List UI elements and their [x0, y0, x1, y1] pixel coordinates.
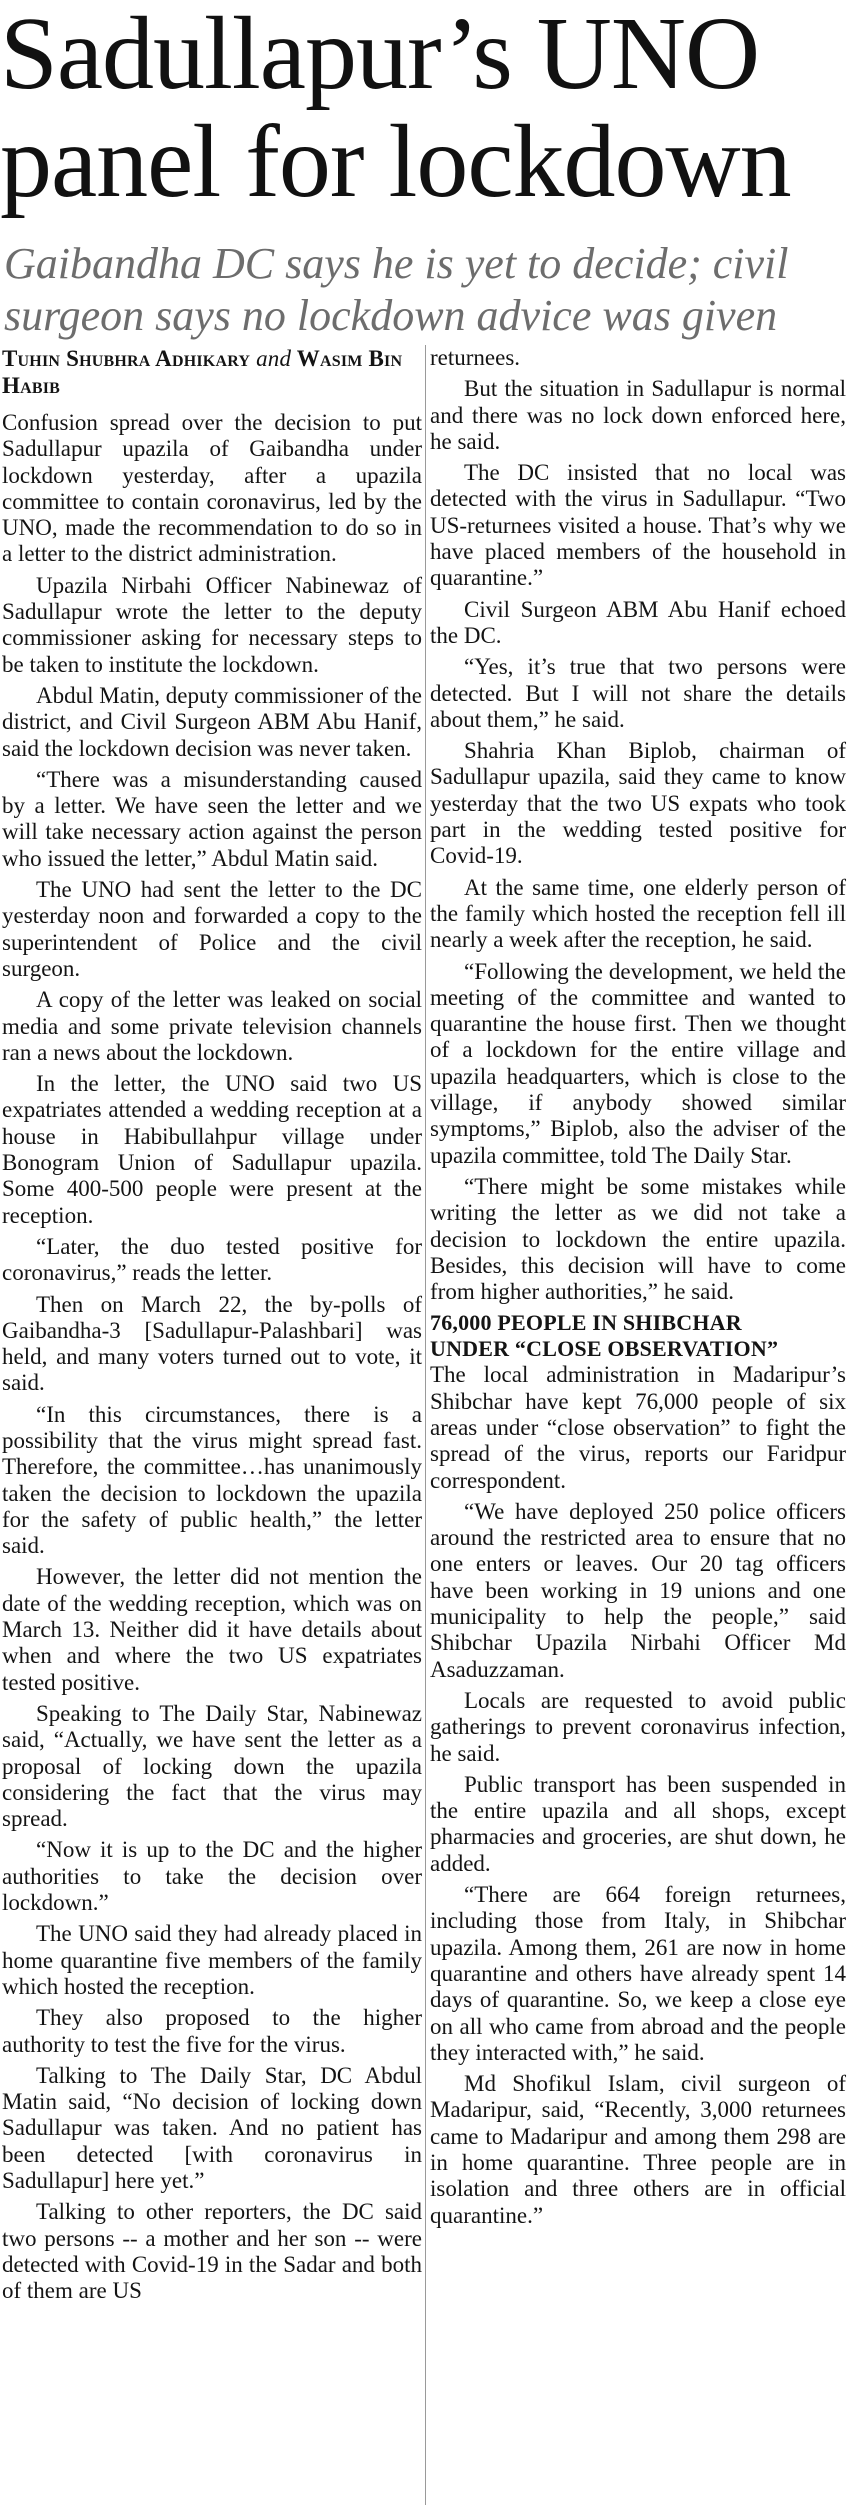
paragraph: “Yes, it’s true that two persons were detected. But I will not share the details about them,” he said.	[430, 654, 846, 732]
column-divider	[425, 345, 426, 2505]
section-heading	[430, 1310, 846, 1362]
byline	[2, 345, 414, 399]
paragraph: “There might be some mistakes while writing the letter as we did not take a decision to lockdown the entire upazila. Besides, this decision will have to come from higher authorities,” he said.	[430, 1173, 846, 1305]
right-column	[430, 345, 846, 2234]
byline-author-1: Tuhin Shubhra Adhikary	[2, 346, 251, 371]
paragraph: At the same time, one elderly person of the family which hosted the reception fell ill nearly a week after the reception, he said.	[430, 874, 846, 953]
paragraph: The UNO said they had already placed in home quarantine five members of the family which hosted the reception.	[2, 1921, 422, 1999]
section-heading-line-2: UNDER “CLOSE OBSERVATION”	[430, 1336, 779, 1362]
paragraph: “Later, the duo tested positive for coronavirus,” reads the letter.	[2, 1233, 422, 1286]
byline-author-2: Wasim Bin Habib	[2, 346, 403, 398]
paragraph: Speaking to The Daily Star, Nabinewaz said, “Actually, we have sent the letter as a proposal of locking down the upazila considering the fact that the virus may spread.	[2, 1700, 422, 1832]
paragraph: “In this circumstances, there is a possibility that the virus might spread fast. Therefore, the committee…has unanimously taken the decision to lockdown the upazila for the safety of public health,” the letter said.	[2, 1401, 422, 1559]
paragraph: “Following the development, we held the meeting of the committee and wanted to quarantine the house first. Then we thought of a lockdown for the entire village and upazila headquarters, which is close to the village, if anybody showed similar symptoms,” Biplob, also the adviser of the upazila committee, told The Daily Star.	[430, 958, 846, 1168]
paragraph-continuation: returnees.	[430, 345, 521, 370]
paragraph: “Now it is up to the DC and the higher authorities to take the decision over lockdown.”	[2, 1837, 422, 1916]
byline-conjunction: and	[256, 346, 292, 371]
section-heading-line-1: 76,000 PEOPLE IN SHIBCHAR	[430, 1310, 742, 1336]
paragraph: Civil Surgeon ABM Abu Hanif echoed the DC.	[430, 596, 846, 648]
paragraph: Upazila Nirbahi Officer Nabinewaz of Sadullapur wrote the letter to the deputy commissioner asking for necessary steps to be taken to institute the lockdown.	[2, 572, 422, 677]
paragraph: However, the letter did not mention the date of the wedding reception, which was on March 13. Neither did it have details about when and where the two US expatriates tested positive.	[2, 1564, 422, 1695]
headline-line-2: panel for lockdown	[0, 104, 791, 219]
paragraph: “There was a misunderstanding caused by a letter. We have seen the letter and we will take necessary action against the person who issued the letter,” Abdul Matin said.	[2, 766, 422, 871]
headline-line-1: Sadullapur’s UNO	[0, 0, 760, 111]
paragraph: Locals are requested to avoid public gatherings to prevent coronavirus infection, he said.	[430, 1687, 846, 1766]
paragraph: The local administration in Madaripur’s Shibchar have kept 76,000 people of six areas under “close observation” to fight the spread of the virus, reports our Faridpur correspondent.	[430, 1362, 846, 1493]
paragraph: Then on March 22, the by-polls of Gaibandha-3 [Sadullapur-Palashbari] was held, and many voters turned out to vote, it said.	[2, 1291, 422, 1396]
headline	[0, 0, 848, 219]
paragraph: Abdul Matin, deputy commissioner of the district, and Civil Surgeon ABM Abu Hanif, said the lockdown decision was never taken.	[2, 682, 422, 761]
paragraph: In the letter, the UNO said two US expatriates attended a wedding reception at a house in Habibullahpur village under Bonogram Union of Sadullapur upazila. Some 400-500 people were present at the reception.	[2, 1071, 422, 1228]
paragraph: But the situation in Sadullapur is normal and there was no lock down enforced here, he said.	[430, 376, 846, 454]
subheadline-line-1: Gaibandha DC says he is yet to decide; civil	[4, 239, 789, 288]
paragraph: A copy of the letter was leaked on social media and some private television channels ran a news about the lockdown.	[2, 987, 422, 1065]
subheadline	[4, 238, 844, 342]
paragraph: “There are 664 foreign returnees, including those from Italy, in Shibchar upazila. Among them, 261 are now in home quarantine and others have already spent 14 days of quarantine. So, we keep a close eye on all who came from abroad and the people they interacted with,” he said.	[430, 1882, 846, 2065]
paragraph: The UNO had sent the letter to the DC yesterday noon and forwarded a copy to the superintendent of Police and the civil surgeon.	[2, 877, 422, 981]
paragraph: “We have deployed 250 police officers around the restricted area to ensure that no one enters or leaves. Our 20 tag officers have been working in 19 unions and one municipality to help the people,” said Shibchar Upazila Nirbahi Officer Md Asaduzzaman.	[430, 1498, 846, 1682]
paragraph: Public transport has been suspended in the entire upazila and all shops, except pharmacies and groceries, are shut down, he added.	[430, 1771, 846, 1876]
paragraph: Confusion spread over the decision to put Sadullapur upazila of Gaibandha under lockdown yesterday, after a upazila committee to contain coronavirus, led by the UNO, made the recommendation to do so in a letter to the district administration.	[2, 410, 422, 567]
paragraph: Talking to other reporters, the DC said two persons -- a mother and her son -- were detected with Covid-19 in the Sadar and both of them are US	[2, 2199, 422, 2304]
paragraph: They also proposed to the higher authority to test the five for the virus.	[2, 2005, 422, 2057]
paragraph: Shahria Khan Biplob, chairman of Sadullapur upazila, said they came to know yesterday that the two US expats who took part in the wedding tested positive for Covid-19.	[430, 738, 846, 869]
paragraph: Talking to The Daily Star, DC Abdul Matin said, “No decision of locking down Sadullapur was taken. And no patient has been detected [with coronavirus in Sadullapur] here yet.”	[2, 2062, 422, 2193]
paragraph: The DC insisted that no local was detected with the virus in Sadullapur. “Two US-returnees visited a house. That’s why we have placed members of the household in quarantine.”	[430, 460, 846, 591]
paragraph: Md Shofikul Islam, civil surgeon of Madaripur, said, “Recently, 3,000 returnees came to Madaripur and among them 298 are in home quarantine. Three people are in isolation and three others are in official quarantine.”	[430, 2071, 846, 2228]
left-column	[2, 410, 422, 2309]
subheadline-line-2: surgeon says no lockdown advice was given	[4, 291, 778, 340]
